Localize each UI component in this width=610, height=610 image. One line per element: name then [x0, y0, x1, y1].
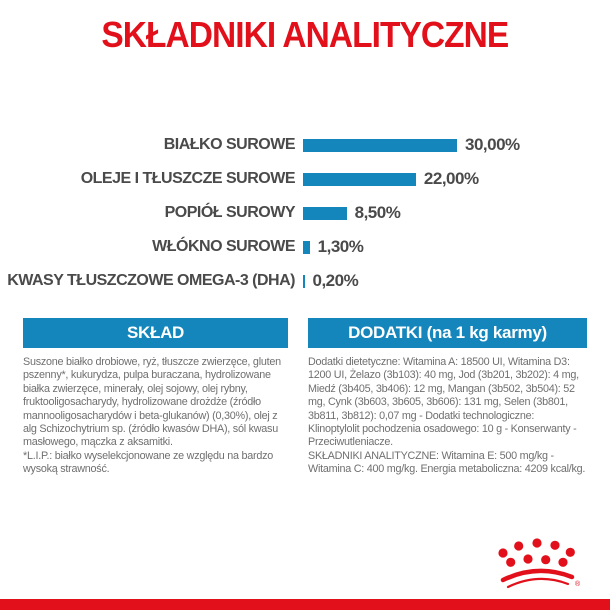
bottom-red-strip [0, 599, 610, 610]
composition-section [23, 318, 288, 477]
page-title: SKŁADNIKI ANALITYCZNE [101, 14, 509, 55]
chart-row [0, 230, 610, 264]
additives-text [308, 356, 587, 477]
chart-row [0, 196, 610, 230]
bar [303, 173, 416, 186]
chart-row-value: 8,50% [354, 203, 401, 222]
bar [303, 139, 457, 152]
bar-track [303, 241, 310, 254]
additives-header: DODATKI (na 1 kg karmy) [308, 318, 587, 348]
additives-paragraph: Dodatki dietetyczne: Witamina A: 18500 UI, Witamina D3: 1200 UI, Żelazo (3b103): 40 mg, Jod (3b201, 3b202): 4 mg, Miedź (3b405, 3b406): 12 mg, Mangan (3b502, 3b504): 52 mg, Cynk (3b603, 3b605, 3b606): 131 mg, Selen (3b801, 3b811, 3b812): 0,07 mg - Dodatki technologiczne: Klinoptylolit pochodzenia osadowego: 10 g - Konserwanty - Przeciwutleniacze. [308, 356, 579, 449]
analytical-constituents-chart [0, 128, 610, 298]
chart-row-value: 22,00% [423, 169, 479, 188]
chart-row-label: OLEJE I TŁUSZCZE SUROWE [80, 170, 295, 187]
additives-analytical-paragraph: SKŁADNIKI ANALITYCZNE: Witamina E: 500 mg/kg - Witamina C: 400 mg/kg. Energia metaboliczna: 4209 kcal/kg. [308, 449, 586, 476]
composition-footnote: *L.I.P.: białko wyselekcjonowane ze względu na bardzo wysoką strawność. [23, 449, 274, 476]
chart-row-value: 1,30% [317, 237, 364, 256]
chart-row-label: POPIÓŁ SUROWY [164, 204, 295, 221]
composition-paragraph: Suszone białko drobiowe, ryż, tłuszcze zwierzęce, gluten pszenny*, kukurydza, pulpa buraczana, hydrolizowane białka zwierzęce, minerały, olej sojowy, olej rybny, fruktooligosacharydy, hydrolizowane drożdże (źródło mannooligosacharydów i beta-glukanów) (0,30%), olej z alg Schizochytrium sp. (źródło kwasów DHA), sól kwasu masłowego, mączka z aksamitki. [23, 356, 281, 449]
chart-row [0, 128, 610, 162]
composition-header: SKŁAD [23, 318, 288, 348]
bar [303, 241, 310, 254]
registered-trademark-symbol: ® [575, 581, 581, 588]
bar-track [303, 173, 416, 186]
chart-row-label: WŁÓKNO SUROWE [152, 238, 295, 255]
royal-canin-crown-logo [498, 524, 598, 594]
additives-section [308, 318, 587, 477]
chart-row-value: 30,00% [465, 135, 520, 154]
bar-track [303, 275, 305, 288]
chart-row [0, 162, 610, 196]
bar [303, 207, 347, 220]
crown-swoosh-lower [508, 579, 568, 587]
bar [303, 275, 305, 288]
chart-row-label: BIAŁKO SUROWE [163, 136, 295, 153]
page-title-wrap [0, 14, 610, 56]
chart-row [0, 264, 610, 298]
composition-text [23, 356, 288, 477]
bar-track [303, 139, 457, 152]
chart-row-value: 0,20% [312, 271, 359, 290]
chart-row-label: KWASY TŁUSZCZOWE OMEGA-3 (DHA) [7, 272, 295, 289]
bar-track [303, 207, 347, 220]
crown-dots [498, 538, 575, 567]
